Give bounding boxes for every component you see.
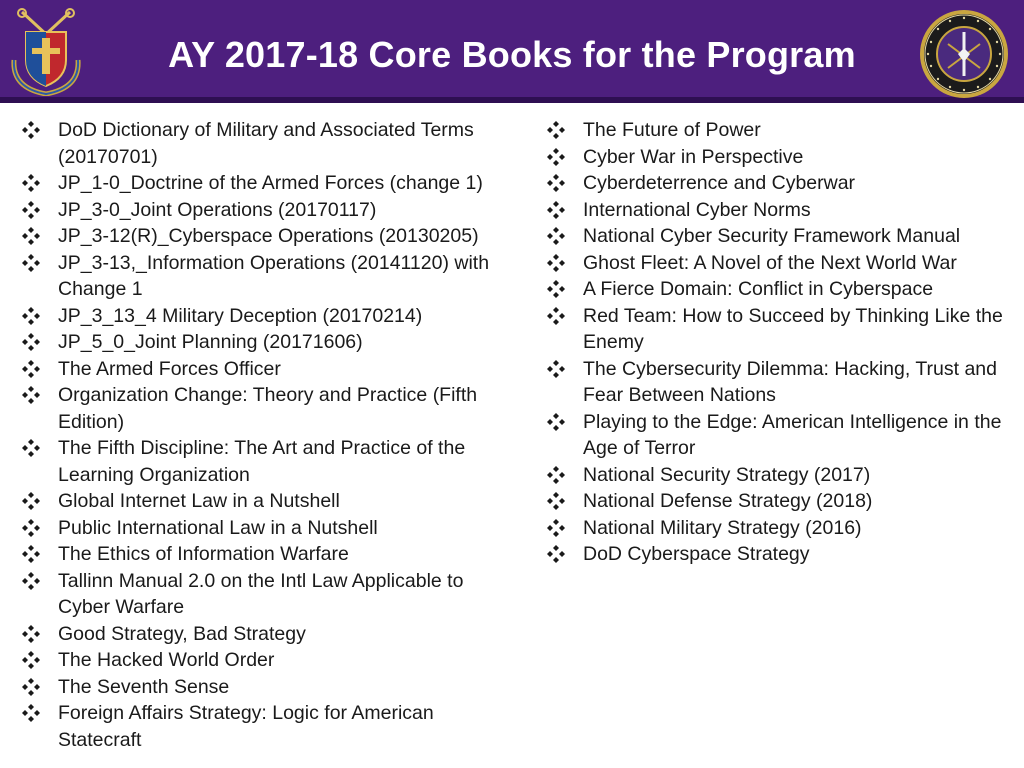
book-list-item xyxy=(547,117,1022,144)
book-list-item xyxy=(547,541,1022,568)
four-diamond-bullet-icon xyxy=(22,651,40,669)
book-list-item xyxy=(22,356,492,383)
book-list-item xyxy=(547,197,1022,224)
book-title: JP_3-13,_Information Operations (20141120) with Change 1 xyxy=(58,251,490,300)
book-title: Ghost Fleet: A Novel of the Next World War xyxy=(583,251,957,274)
book-title: National Defense Strategy (2018) xyxy=(583,490,873,512)
four-diamond-bullet-icon xyxy=(547,201,565,219)
book-title: The Ethics of Information Warfare xyxy=(58,543,349,565)
book-list-item xyxy=(22,329,492,356)
book-title: National Cyber Security Framework Manual xyxy=(583,225,961,247)
slide-header xyxy=(0,0,1024,103)
four-diamond-bullet-icon xyxy=(22,678,40,696)
book-list-item xyxy=(547,223,1022,250)
college-seal-icon xyxy=(918,8,1010,100)
book-title: Foreign Affairs Strategy: Logic for American Statecraft xyxy=(58,702,434,751)
four-diamond-bullet-icon xyxy=(547,280,565,298)
book-title: The Cybersecurity Dilemma: Hacking, Trust and Fear Between Nations xyxy=(583,357,997,406)
book-list-item xyxy=(22,117,492,170)
book-title: Cyber War in Perspective xyxy=(583,145,804,168)
four-diamond-bullet-icon xyxy=(22,572,40,590)
four-diamond-bullet-icon xyxy=(22,227,40,245)
book-title: National Security Strategy (2017) xyxy=(583,463,871,486)
book-list-item xyxy=(22,382,492,435)
book-list-item xyxy=(22,621,492,648)
left-book-list xyxy=(22,117,492,753)
book-list-item xyxy=(22,568,492,621)
four-diamond-bullet-icon xyxy=(547,413,565,431)
four-diamond-bullet-icon xyxy=(547,466,565,484)
book-list-item xyxy=(547,250,1022,277)
book-list-item xyxy=(22,197,492,224)
book-list-item xyxy=(22,250,492,303)
book-title: National Military Strategy (2016) xyxy=(583,516,862,539)
book-title: The Future of Power xyxy=(583,119,761,141)
book-title: The Hacked World Order xyxy=(58,649,275,671)
four-diamond-bullet-icon xyxy=(547,148,565,166)
four-diamond-bullet-icon xyxy=(22,201,40,219)
book-list-item xyxy=(547,303,1022,356)
four-diamond-bullet-icon xyxy=(547,121,565,139)
four-diamond-bullet-icon xyxy=(22,174,40,192)
book-list-item xyxy=(22,541,492,568)
book-title: Organization Change: Theory and Practice (Fifth Edition) xyxy=(58,384,478,433)
book-title: Red Team: How to Succeed by Thinking Like the Enemy xyxy=(583,304,1003,353)
book-title: International Cyber Norms xyxy=(583,198,811,221)
four-diamond-bullet-icon xyxy=(547,545,565,563)
four-diamond-bullet-icon xyxy=(22,492,40,510)
book-list-item xyxy=(547,356,1022,409)
book-title: A Fierce Domain: Conflict in Cyberspace xyxy=(583,278,934,300)
book-list-item xyxy=(22,303,492,330)
book-list-item xyxy=(22,700,492,753)
book-list-item xyxy=(22,170,492,197)
book-title: The Armed Forces Officer xyxy=(58,357,281,380)
four-diamond-bullet-icon xyxy=(22,386,40,404)
four-diamond-bullet-icon xyxy=(22,704,40,722)
book-title: The Fifth Discipline: The Art and Practice of the Learning Organization xyxy=(58,437,466,486)
book-title: DoD Dictionary of Military and Associated Terms (20170701) xyxy=(58,119,474,168)
book-list-item xyxy=(547,276,1022,303)
four-diamond-bullet-icon xyxy=(547,360,565,378)
book-list-item xyxy=(22,435,492,488)
book-title: The Seventh Sense xyxy=(58,675,230,698)
book-title: JP_3-12(R)_Cyberspace Operations (20130205) xyxy=(58,225,479,247)
book-title: JP_1-0_Doctrine of the Armed Forces (change 1) xyxy=(58,172,483,194)
book-list-item xyxy=(22,647,492,674)
four-diamond-bullet-icon xyxy=(22,439,40,457)
four-diamond-bullet-icon xyxy=(547,492,565,510)
slide-title: AY 2017-18 Core Books for the Program xyxy=(168,34,856,75)
book-list-item xyxy=(547,144,1022,171)
book-title: Tallinn Manual 2.0 on the Intl Law Applicable to Cyber Warfare xyxy=(58,569,464,618)
four-diamond-bullet-icon xyxy=(22,625,40,643)
book-title: JP_5_0_Joint Planning (20171606) xyxy=(58,331,363,353)
book-title: Cyberdeterrence and Cyberwar xyxy=(583,172,856,194)
book-title: Public International Law in a Nutshell xyxy=(58,516,378,539)
four-diamond-bullet-icon xyxy=(22,121,40,139)
four-diamond-bullet-icon xyxy=(22,360,40,378)
four-diamond-bullet-icon xyxy=(547,254,565,272)
four-diamond-bullet-icon xyxy=(22,307,40,325)
right-book-list xyxy=(547,117,1022,568)
book-title: DoD Cyberspace Strategy xyxy=(583,543,810,565)
book-list-item xyxy=(22,515,492,542)
book-list-item xyxy=(547,462,1022,489)
book-list-item xyxy=(547,170,1022,197)
four-diamond-bullet-icon xyxy=(22,545,40,563)
four-diamond-bullet-icon xyxy=(547,519,565,537)
four-diamond-bullet-icon xyxy=(547,307,565,325)
book-title: Playing to the Edge: American Intelligence in the Age of Terror xyxy=(583,410,1002,459)
book-title: JP_3_13_4 Military Deception (20170214) xyxy=(58,304,423,327)
book-title: Good Strategy, Bad Strategy xyxy=(58,622,306,645)
book-list-item xyxy=(547,515,1022,542)
book-title: Global Internet Law in a Nutshell xyxy=(58,490,340,512)
book-list-item xyxy=(22,488,492,515)
book-list-item xyxy=(547,409,1022,462)
four-diamond-bullet-icon xyxy=(22,254,40,272)
book-list-item xyxy=(22,674,492,701)
book-title: JP_3-0_Joint Operations (20170117) xyxy=(58,198,377,221)
four-diamond-bullet-icon xyxy=(22,519,40,537)
four-diamond-bullet-icon xyxy=(22,333,40,351)
book-list-item xyxy=(22,223,492,250)
book-list-item xyxy=(547,488,1022,515)
four-diamond-bullet-icon xyxy=(547,174,565,192)
four-diamond-bullet-icon xyxy=(547,227,565,245)
